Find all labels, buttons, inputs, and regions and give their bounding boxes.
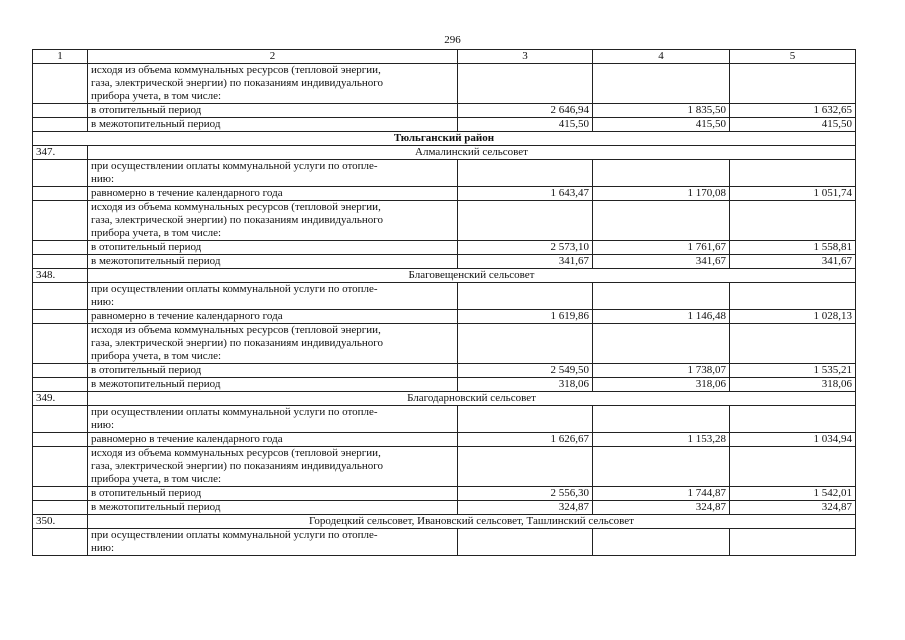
value-cell: 1 835,50 bbox=[593, 104, 730, 118]
value-cell: 1 146,48 bbox=[593, 310, 730, 324]
value-cell: 1 558,81 bbox=[730, 241, 856, 255]
value-cell: 1 619,86 bbox=[458, 310, 593, 324]
entry-title-row bbox=[33, 146, 856, 160]
table-row bbox=[33, 241, 856, 255]
table-row bbox=[33, 255, 856, 269]
value-cell: 341,67 bbox=[730, 255, 856, 269]
value-cell: 2 573,10 bbox=[458, 241, 593, 255]
row-label: в отопительный период bbox=[88, 487, 458, 501]
row-label: в межотопительный период bbox=[88, 255, 458, 269]
table-row bbox=[33, 364, 856, 378]
value-cell: 1 738,07 bbox=[593, 364, 730, 378]
value-cell: 1 034,94 bbox=[730, 433, 856, 447]
table-row bbox=[33, 529, 856, 556]
row-label: равномерно в течение календарного года bbox=[88, 310, 458, 324]
value-cell: 318,06 bbox=[730, 378, 856, 392]
value-cell: 415,50 bbox=[458, 118, 593, 132]
value-cell: 1 626,67 bbox=[458, 433, 593, 447]
column-header-4: 4 bbox=[593, 50, 730, 64]
value-cell: 415,50 bbox=[730, 118, 856, 132]
row-label: при осуществлении оплаты коммунальной услуги по отопле- нию: bbox=[88, 283, 458, 310]
table-row bbox=[33, 406, 856, 433]
entry-name: Городецкий сельсовет, Ивановский сельсовет, Ташлинский сельсовет bbox=[88, 515, 856, 529]
table-row bbox=[33, 283, 856, 310]
row-label: исходя из объема коммунальных ресурсов (тепловой энергии, газа, электрической энергии) по показаниям индивидуального прибора учета, в том числе: bbox=[88, 201, 458, 241]
entry-title-row bbox=[33, 392, 856, 406]
table-row bbox=[33, 378, 856, 392]
value-cell: 1 643,47 bbox=[458, 187, 593, 201]
row-label: равномерно в течение календарного года bbox=[88, 187, 458, 201]
value-cell: 1 535,21 bbox=[730, 364, 856, 378]
table-row bbox=[33, 501, 856, 515]
value-cell: 324,87 bbox=[593, 501, 730, 515]
value-cell: 1 542,01 bbox=[730, 487, 856, 501]
table-row bbox=[33, 324, 856, 364]
value-cell: 1 153,28 bbox=[593, 433, 730, 447]
row-label: в отопительный период bbox=[88, 104, 458, 118]
page-number: 296 bbox=[444, 34, 461, 46]
table-row bbox=[33, 160, 856, 187]
entry-title-row bbox=[33, 269, 856, 283]
value-cell: 324,87 bbox=[730, 501, 856, 515]
value-cell: 415,50 bbox=[593, 118, 730, 132]
row-label: исходя из объема коммунальных ресурсов (тепловой энергии, газа, электрической энергии) по показаниям индивидуального прибора учета, в том числе: bbox=[88, 324, 458, 364]
value-cell: 318,06 bbox=[593, 378, 730, 392]
value-cell: 341,67 bbox=[593, 255, 730, 269]
value-cell: 1 744,87 bbox=[593, 487, 730, 501]
value-cell: 1 028,13 bbox=[730, 310, 856, 324]
table-row bbox=[33, 64, 856, 104]
value-cell: 2 556,30 bbox=[458, 487, 593, 501]
table-row bbox=[33, 447, 856, 487]
value-cell: 1 761,67 bbox=[593, 241, 730, 255]
table-row bbox=[33, 104, 856, 118]
column-header-3: 3 bbox=[458, 50, 593, 64]
row-label: равномерно в течение календарного года bbox=[88, 433, 458, 447]
value-cell: 2 549,50 bbox=[458, 364, 593, 378]
table-row bbox=[33, 310, 856, 324]
entry-title-row bbox=[33, 515, 856, 529]
table-row bbox=[33, 187, 856, 201]
value-cell: 2 646,94 bbox=[458, 104, 593, 118]
value-cell: 318,06 bbox=[458, 378, 593, 392]
row-label: в межотопительный период bbox=[88, 118, 458, 132]
entry-name: Благодарновский сельсовет bbox=[88, 392, 856, 406]
value-cell: 341,67 bbox=[458, 255, 593, 269]
column-header-row bbox=[33, 50, 856, 64]
row-label: в отопительный период bbox=[88, 241, 458, 255]
row-label: при осуществлении оплаты коммунальной услуги по отопле- нию: bbox=[88, 160, 458, 187]
value-cell: 324,87 bbox=[458, 501, 593, 515]
entry-name: Алмалинский сельсовет bbox=[88, 146, 856, 160]
table-row bbox=[33, 433, 856, 447]
row-label: в отопительный период bbox=[88, 364, 458, 378]
row-label: исходя из объема коммунальных ресурсов (тепловой энергии, газа, электрической энергии) по показаниям индивидуального прибора учета, в том числе: bbox=[88, 447, 458, 487]
table-row bbox=[33, 487, 856, 501]
value-cell: 1 632,65 bbox=[730, 104, 856, 118]
row-label: исходя из объема коммунальных ресурсов (тепловой энергии, газа, электрической энергии) по показаниям индивидуального прибора учета, в том числе: bbox=[88, 64, 458, 104]
row-label: при осуществлении оплаты коммунальной услуги по отопле- нию: bbox=[88, 529, 458, 556]
tariff-table bbox=[32, 49, 856, 556]
table-row bbox=[33, 118, 856, 132]
value-cell: 1 170,08 bbox=[593, 187, 730, 201]
row-label: в межотопительный период bbox=[88, 501, 458, 515]
row-label: в межотопительный период bbox=[88, 378, 458, 392]
entry-name: Благовещенский сельсовет bbox=[88, 269, 856, 283]
entry-number: 349. bbox=[33, 392, 88, 406]
entry-number: 347. bbox=[33, 146, 88, 160]
column-header-5: 5 bbox=[730, 50, 856, 64]
district-title: Тюльганский район bbox=[33, 132, 856, 146]
entry-number: 350. bbox=[33, 515, 88, 529]
district-row bbox=[33, 132, 856, 146]
column-header-2: 2 bbox=[88, 50, 458, 64]
value-cell: 1 051,74 bbox=[730, 187, 856, 201]
entry-number: 348. bbox=[33, 269, 88, 283]
table-row bbox=[33, 201, 856, 241]
row-label: при осуществлении оплаты коммунальной услуги по отопле- нию: bbox=[88, 406, 458, 433]
column-header-1: 1 bbox=[33, 50, 88, 64]
